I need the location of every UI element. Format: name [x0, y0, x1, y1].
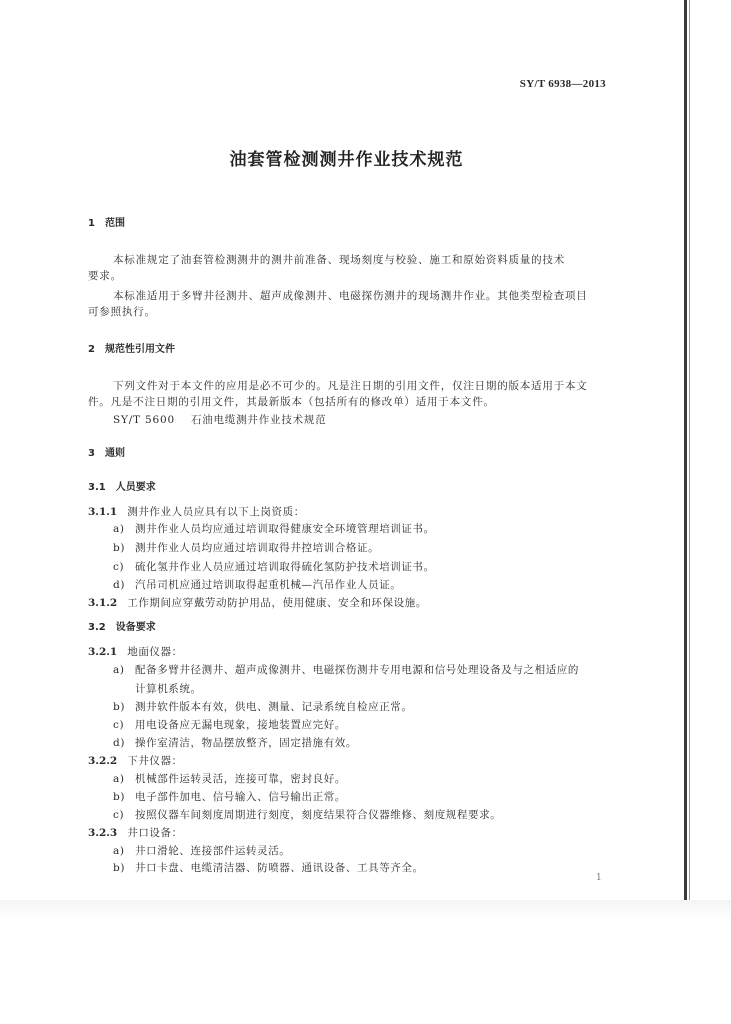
list-label: c)	[113, 719, 125, 731]
clause-text: 井口设备：	[127, 827, 183, 839]
section-number: 3	[88, 448, 95, 459]
section-3-heading	[88, 446, 125, 462]
paragraph-line: 可参照执行。	[88, 306, 156, 318]
clause-3-1-2	[88, 595, 427, 611]
list-text: 机械部件运转灵活，连接可靠，密封良好。	[135, 773, 346, 785]
list-item	[113, 771, 346, 787]
subsection-number: 3.1	[88, 482, 106, 493]
clause-text: 工作期间应穿戴劳动防护用品，使用健康、安全和环保设施。	[127, 597, 427, 609]
section-1-heading	[88, 216, 125, 232]
list-item	[113, 789, 346, 805]
section-number: 2	[88, 344, 95, 355]
clause-number: 3.2.1	[88, 646, 118, 658]
list-text: 操作室清洁，物品摆放整齐，固定措施有效。	[135, 737, 357, 749]
subsection-title: 设备要求	[115, 622, 156, 633]
subsection-number: 3.2	[88, 622, 106, 633]
list-text: 按照仪器车间刻度周期进行刻度，刻度结果符合仪器维修、刻度规程要求。	[135, 809, 502, 821]
list-item	[113, 717, 346, 733]
list-item	[113, 559, 435, 575]
section-title: 规范性引用文件	[104, 344, 175, 355]
list-text: 测井软件版本有效，供电、测量、记录系统自检应正常。	[135, 701, 413, 713]
list-label: b)	[113, 862, 126, 874]
page-number: 1	[596, 873, 602, 883]
list-text: 硫化氢井作业人员应通过培训取得硫化氢防护技术培训证书。	[135, 561, 435, 573]
list-text: 测井作业人员均应通过培训取得健康安全环境管理培训证书。	[135, 523, 435, 535]
clause-3-2-3	[88, 825, 183, 841]
clause-text: 测井作业人员应具有以下上岗资质：	[127, 506, 305, 518]
section-title: 通则	[104, 448, 125, 459]
list-label: a)	[113, 773, 125, 785]
list-item	[113, 540, 379, 556]
list-label: a)	[113, 845, 125, 857]
clause-3-2-1	[88, 644, 183, 660]
list-label: d)	[113, 737, 126, 749]
list-item-continuation: 计算机系统。	[135, 683, 202, 695]
paragraph-line: 件。凡是不注日期的引用文件，其最新版本（包括所有的修改单）适用于本文件。	[88, 396, 495, 408]
list-item	[113, 577, 401, 593]
list-label: a)	[113, 523, 125, 535]
clause-text: 下井仪器：	[127, 755, 183, 767]
section-2-heading	[88, 342, 175, 358]
list-text: 配备多臂井径测井、超声成像测井、电磁探伤测井专用电源和信号处理设备及与之相适应的	[135, 664, 579, 676]
clause-3-1-1	[88, 504, 305, 520]
list-label: c)	[113, 561, 125, 573]
paragraph-line: 本标准适用于多臂井径测井、超声成像测井、电磁探伤测井的现场测井作业。其他类型检查项目	[113, 290, 588, 302]
clause-number: 3.1.2	[88, 597, 118, 609]
subsection-3-1-heading	[88, 480, 156, 496]
list-item	[113, 662, 579, 678]
list-text: 井口滑轮、连接部件运转灵活。	[135, 845, 291, 857]
clause-number: 3.1.1	[88, 506, 118, 518]
list-label: b)	[113, 701, 126, 713]
section-title: 范围	[104, 218, 125, 229]
reference-title: 石油电缆测井作业技术规范	[190, 414, 327, 426]
clause-number: 3.2.2	[88, 755, 118, 767]
normative-reference	[113, 412, 327, 428]
list-item	[113, 843, 290, 859]
standard-number: SY/T 6938—2013	[519, 78, 606, 90]
document-title: 油套管检测测井作业技术规范	[229, 150, 464, 170]
list-label: c)	[113, 809, 125, 821]
list-text: 测井作业人员均应通过培训取得井控培训合格证。	[135, 542, 380, 554]
reference-code: SY/T 5600	[113, 414, 175, 426]
list-text: 用电设备应无漏电现象，接地装置应完好。	[135, 719, 346, 731]
clause-number: 3.2.3	[88, 827, 118, 839]
paragraph-line: 要求。	[88, 270, 122, 282]
list-label: b)	[113, 542, 126, 554]
list-label: d)	[113, 579, 126, 591]
paragraph-line: 下列文件对于本文件的应用是必不可少的。凡是注日期的引用文件，仅注日期的版本适用于本文	[113, 380, 588, 392]
clause-3-2-2	[88, 753, 183, 769]
scan-binding-edge	[684, 0, 687, 905]
list-text: 井口卡盘、电缆清洁器、防喷器、通讯设备、工具等齐全。	[135, 862, 424, 874]
list-item	[113, 699, 413, 715]
section-number: 1	[88, 218, 95, 229]
list-label: b)	[113, 791, 126, 803]
clause-text: 地面仪器：	[127, 646, 183, 658]
list-item	[113, 860, 424, 876]
scan-binding-edge-shadow	[689, 0, 690, 905]
list-label: a)	[113, 664, 125, 676]
subsection-title: 人员要求	[115, 482, 156, 493]
page-bottom-edge	[0, 900, 731, 920]
list-item	[113, 521, 435, 537]
list-item	[113, 735, 357, 751]
list-text: 电子部件加电、信号输入、信号输出正常。	[135, 791, 346, 803]
paragraph-line: 本标准规定了油套管检测测井的测井前准备、现场刻度与校验、施工和原始资料质量的技术	[113, 254, 565, 266]
subsection-3-2-heading	[88, 620, 156, 636]
list-text: 汽吊司机应通过培训取得起重机械—汽吊作业人员证。	[135, 579, 402, 591]
list-item	[113, 807, 501, 823]
